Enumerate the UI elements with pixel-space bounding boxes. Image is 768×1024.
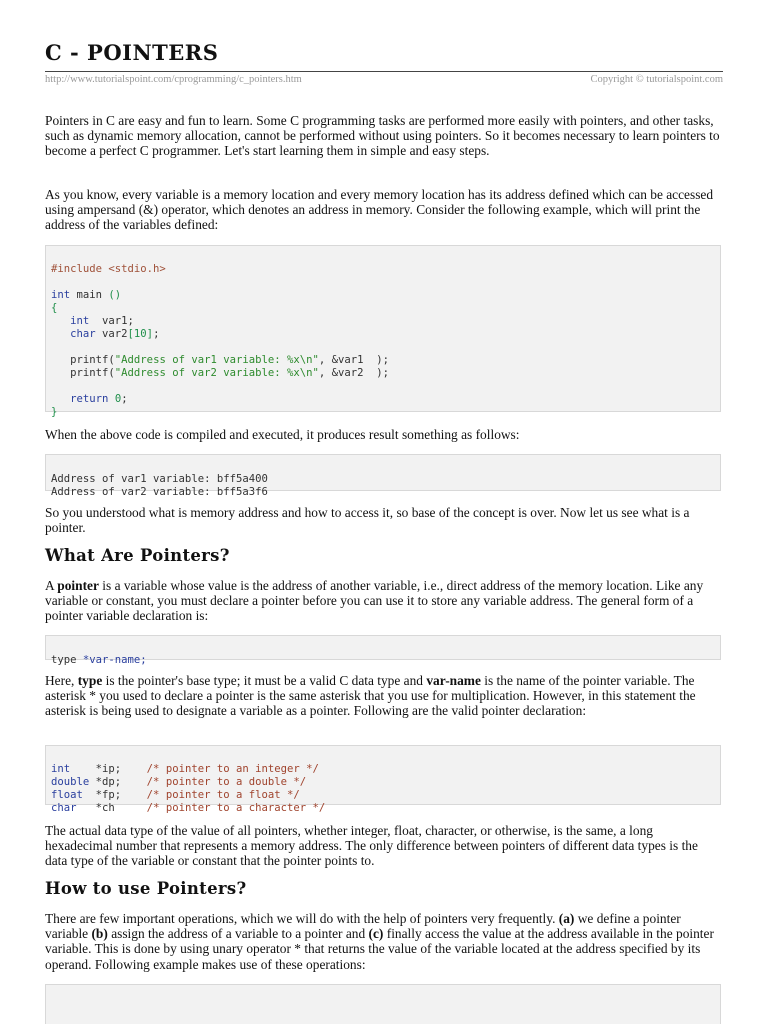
output-line: Address of var1 variable: bff5a400 — [51, 473, 268, 485]
code-line: int var1; — [70, 315, 134, 327]
operations-paragraph: There are few important operations, which we will do with the help of pointers very frequently. (a) we define a pointer variable (b) assign the address of a variable to a pointer and (c) finally access the value at the address available in the pointer variable. This is done by using unary operator * that returns the value of the variable located at the address specified by its operand. Following example makes use of these operations: — [45, 911, 714, 972]
code-line: { — [51, 302, 58, 314]
section-heading-what-are-pointers: What Are Pointers? — [45, 546, 230, 565]
declaration-line: char *ch /* pointer to a character */ — [51, 802, 326, 814]
code-line — [51, 276, 715, 289]
code-line — [51, 341, 715, 354]
declaration-line: double *dp; /* pointer to a double */ — [51, 776, 307, 788]
code-block-declaration-form — [45, 635, 721, 666]
source-url[interactable]: http://www.tutorialspoint.com/cprogramming/c_pointers.htm — [45, 74, 302, 85]
url-bar — [45, 73, 723, 87]
declaration-line: int *ip; /* pointer to an integer */ — [51, 763, 319, 775]
code-line: #include <stdio.h> — [51, 263, 166, 275]
code-block-address-example — [45, 245, 721, 418]
paragraph-after-output: So you understood what is memory address and how to access it, so base of the concept is over. Now let us see what is a pointer. — [45, 505, 690, 536]
code-block-output — [45, 454, 721, 498]
paragraph-after-code: When the above code is compiled and executed, it produces result something as follows: — [45, 427, 520, 442]
type-explanation-paragraph: Here, type is the pointer's base type; it must be a valid C data type and var-name is the name of the pointer variable. The asterisk * you used to declare a pointer is the same asterisk that you use for multiplication. However, in this statement the asterisk is being used to designate a variable as a pointer. Following are the valid pointer declaration: — [45, 673, 696, 719]
code-line: printf("Address of var1 variable: %x\n", &var1 ); — [70, 354, 390, 366]
code-line: int main () — [51, 289, 122, 301]
section-heading-how-to-use-pointers: How to use Pointers? — [45, 879, 247, 898]
declaration-line: float *fp; /* pointer to a float */ — [51, 789, 300, 801]
intro-paragraph-2: As you know, every variable is a memory location and every memory location has its address defined which can be accessed using ampersand (&) operator, which denotes an address in memory. Consider the following example, which will print the address of the variables defined: — [45, 187, 714, 233]
title-rule — [45, 71, 723, 72]
code-block-usage-example — [45, 984, 721, 1024]
code-line: return 0; — [70, 393, 128, 405]
code-line: } — [51, 406, 58, 418]
intro-paragraph-1: Pointers in C are easy and fun to learn. Some C programming tasks are performed more easily with pointers, and other tasks, such as dynamic memory allocation, cannot be performed without using pointers. So it becomes necessary to learn pointers to become a perfect C programmer. Let's start learning them in simple and easy steps. — [45, 113, 720, 159]
pointer-definition-paragraph: A pointer is a variable whose value is the address of another variable, i.e., direct address of the memory location. Like any variable or constant, you must declare a pointer before you can use it to store any variable address. The general form of a pointer variable declaration is: — [45, 578, 704, 624]
output-line: Address of var2 variable: bff5a3f6 — [51, 486, 268, 498]
code-line — [51, 380, 715, 393]
page-title: C - POINTERS — [45, 40, 219, 65]
code-line: type *var-name; — [51, 654, 147, 666]
code-line: printf("Address of var2 variable: %x\n", &var2 ); — [70, 367, 390, 379]
copyright-notice: Copyright © tutorialspoint.com — [590, 74, 723, 85]
code-block-pointer-declarations — [45, 745, 721, 814]
code-line: char var2[10]; — [70, 328, 160, 340]
data-type-paragraph: The actual data type of the value of all pointers, whether integer, float, character, or otherwise, is the same, a long hexadecimal number that represents a memory address. The only difference between pointers of different data types is the data type of the variable or constant that the pointer points to. — [45, 823, 698, 869]
